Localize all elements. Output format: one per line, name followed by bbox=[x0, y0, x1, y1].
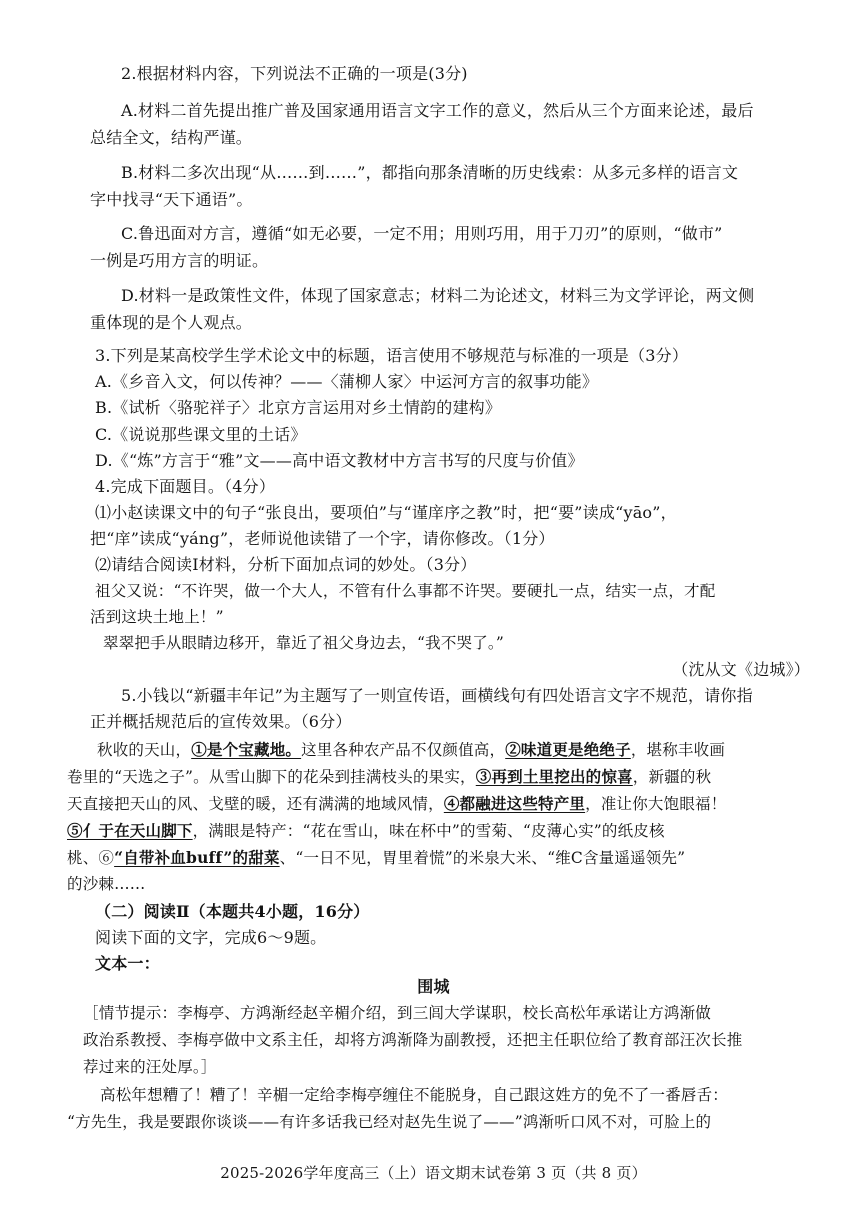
q2-option-d-line1: D.材料一是政策性文件，体现了国家意志；材料二为论述文，材料三为文学评论，两文侧 bbox=[121, 286, 755, 305]
novel-paragraph-line1: 高松年想糟了！糟了！辛楣一定给李梅亭缠住不能脱身，自己跟这姓方的免不了一番唇舌： bbox=[100, 1086, 729, 1104]
q2-option-b-line1: B.材料二多次出现“从……到……”，都指向那条清晰的历史线索：从多元多样的语言文 bbox=[121, 163, 739, 182]
q2-option-b-line2: 字中找寻“天下通语”。 bbox=[90, 190, 253, 209]
plot-hint-line1: ［情节提示：李梅亭、方鸿渐经赵辛楣介绍，到三闾大学谋职，校长高松年承诺让方鸿渐做 bbox=[83, 1004, 712, 1022]
passage-segment: 、“一日不见，胃里着慌”的米泉大米、“维C含量遥遥领先” bbox=[279, 849, 686, 867]
q5-stem-line1: 5.小钱以“新疆丰年记”为主题写了一则宣传语，画横线句有四处语言文字不规范，请你指 bbox=[121, 686, 753, 705]
q4-quote-source: （沈从文《边城》） bbox=[672, 660, 810, 679]
q5-passage-line6 bbox=[67, 874, 146, 894]
q5-passage-line5 bbox=[67, 848, 685, 868]
underlined-sentence: ①是个宝藏地。 bbox=[191, 740, 302, 759]
passage-segment: 天直接把天山的风、戈壁的暖，还有满满的地域风情， bbox=[67, 795, 444, 813]
q2-option-c-line2: 一例是巧用方言的明证。 bbox=[90, 251, 269, 270]
passage-segment: 桃、⑥ bbox=[67, 849, 115, 867]
passage-segment: ，新疆的秋 bbox=[632, 768, 712, 786]
q3-option-d: D.《“炼”方言于“雅”文——高中语文教材中方言书写的尺度与价值》 bbox=[95, 451, 584, 470]
page-footer: 2025-2026学年度高三（上）语文期末试卷第 3 页（共 8 页） bbox=[220, 1164, 647, 1182]
q4-sub2: ⑵请结合阅读Ⅰ材料，分析下面加点词的妙处。（3分） bbox=[95, 555, 477, 574]
q4-quote-line2: 活到这块土地上！” bbox=[90, 608, 224, 626]
q2-option-a-line1: A.材料二首先提出推广普及国家通用语言文字工作的意义，然后从三个方面来论述，最后 bbox=[121, 101, 754, 120]
passage-segment: 卷里的“天选之子”。从雪山脚下的花朵到挂满枝头的果实， bbox=[67, 768, 476, 786]
q4-quote-line3: 翠翠把手从眼睛边移开，靠近了祖父身边去，“我不哭了。” bbox=[103, 634, 504, 652]
passage-segment: ，准让你大饱眼福！ bbox=[585, 795, 727, 813]
q5-passage-line4 bbox=[67, 821, 665, 841]
q4-sub1-line1: ⑴小赵读课文中的句子“张良出，要项伯”与“谨庠序之教”时，把“要”读成“yāo”， bbox=[95, 503, 677, 522]
passage-segment: ，满眼是特产：“花在雪山，味在杯中”的雪菊、“皮薄心实”的纸皮核 bbox=[192, 822, 665, 840]
q2-stem: 2.根据材料内容，下列说法不正确的一项是(3分) bbox=[121, 64, 468, 83]
plot-hint-line2: 政治系教授、李梅亭做中文系主任，却将方鸿渐降为副教授，还把主任职位给了教育部汪次长推 bbox=[83, 1031, 743, 1049]
plot-hint-line3: 荐过来的汪处厚。］ bbox=[83, 1058, 217, 1076]
underlined-sentence: “自带补血buff”的甜菜 bbox=[114, 848, 280, 867]
q4-quote-line1: 祖父又说：“不许哭，做一个大人，不管有什么事都不许哭。要硬扎一点，结实一点，才配 bbox=[95, 582, 716, 600]
q4-stem: 4.完成下面题目。（4分） bbox=[95, 477, 276, 496]
underlined-sentence: ④都融进这些特产里 bbox=[443, 794, 586, 813]
q3-option-c: C.《说说那些课文里的土话》 bbox=[95, 425, 307, 444]
section-instruction: 阅读下面的文字，完成6～9题。 bbox=[95, 928, 327, 947]
section-heading: （二）阅读Ⅱ（本题共4小题，16分） bbox=[95, 902, 370, 921]
novel-paragraph-line2: “方先生，我是要跟你谈谈——有许多话我已经对赵先生说了——”鸿渐听口风不对，可脸上的 bbox=[67, 1113, 712, 1131]
q5-passage-line3 bbox=[67, 794, 726, 814]
passage-segment: ，堪称丰收画 bbox=[630, 741, 726, 759]
q2-option-d-line2: 重体现的是个人观点。 bbox=[90, 313, 253, 332]
underlined-sentence: ②味道更是绝绝子 bbox=[505, 740, 631, 759]
q5-passage-line2 bbox=[67, 767, 711, 787]
q2-option-c-line1: C.鲁迅面对方言，遵循“如无必要，一定不用；用则巧用，用于刀刃”的原则，“做市” bbox=[121, 224, 723, 243]
q3-stem: 3.下列是某高校学生学术论文中的标题，语言使用不够规范与标准的一项是（3分） bbox=[95, 346, 689, 365]
q5-stem-line2: 正并概括规范后的宣传效果。（6分） bbox=[90, 712, 352, 731]
passage-segment: 秋收的天山， bbox=[97, 741, 192, 759]
q4-sub1-line2: 把“庠”读成“yáng”，老师说他读错了一个字，请你修改。（1分） bbox=[90, 529, 555, 548]
q2-option-a-line2: 总结全文，结构严谨。 bbox=[90, 128, 253, 147]
q3-option-b: B.《试析〈骆驼祥子〉北京方言运用对乡土情韵的建构》 bbox=[95, 398, 502, 417]
passage-segment: 的沙棘…… bbox=[67, 875, 146, 893]
q5-passage-line1 bbox=[97, 740, 725, 760]
passage-segment: 这里各种农产品不仅颜值高， bbox=[301, 741, 506, 759]
novel-title: 围城 bbox=[417, 977, 450, 996]
underlined-sentence: ⑤亻于在天山脚下 bbox=[67, 821, 193, 840]
q3-option-a: A.《乡音入文，何以传神？——〈蒲柳人家〉中运河方言的叙事功能》 bbox=[95, 372, 599, 391]
text1-label: 文本一： bbox=[95, 954, 160, 973]
underlined-sentence: ③再到土里挖出的惊喜 bbox=[475, 767, 633, 786]
